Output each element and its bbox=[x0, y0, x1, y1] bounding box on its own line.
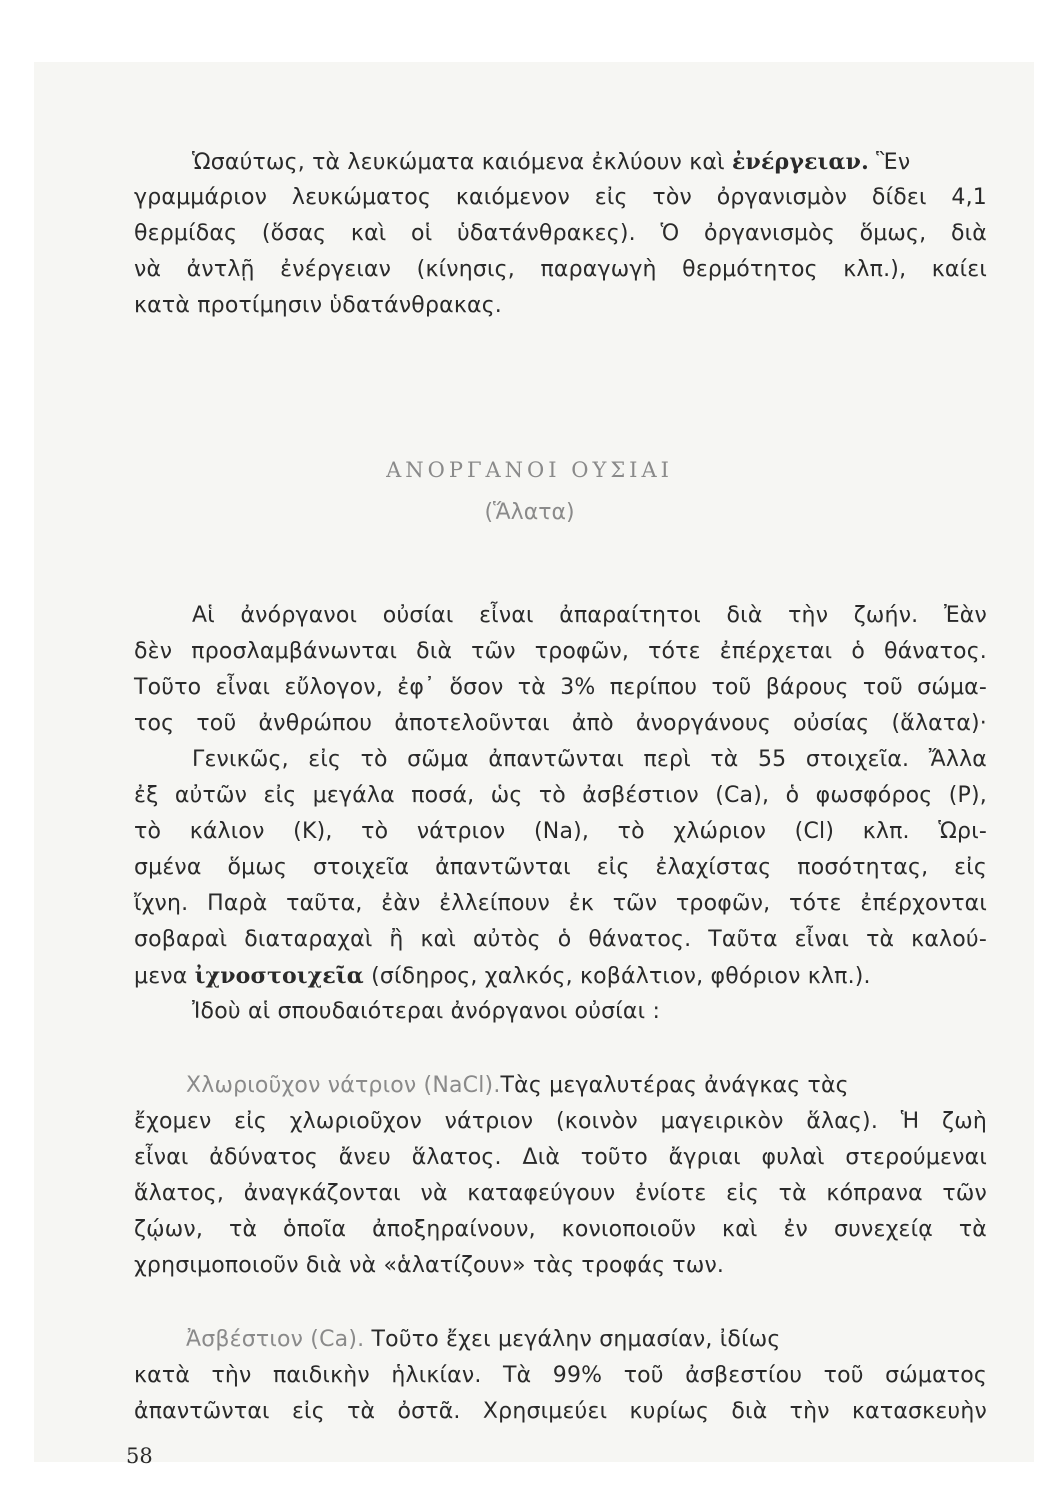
text-line: τος τοῦ ἀνθρώπου ἀποτελοῦνται ἀπὸ ἀνοργάνους οὐσίας (ἅλατα)· bbox=[134, 711, 987, 736]
text-line: ζῴων, τὰ ὁποῖα ἀποξηραίνουν, κονιοποιοῦν καὶ ἐν συνεχείᾳ τὰ bbox=[134, 1217, 987, 1242]
text-line: Χλωριοῦχον νάτριον (NaCl).Τὰς μεγαλυτέρας ἀνάγκας τὰς bbox=[186, 1073, 849, 1098]
text-line: δὲν προσλαμβάνωνται διὰ τῶν τροφῶν, τότε ἐπέρχεται ὁ θάνατος. bbox=[134, 639, 987, 664]
text-line: Ὡσαύτως, τὰ λευκώματα καιόμενα ἐκλύουν καὶ ἐνέργειαν. Ἓν bbox=[192, 149, 911, 175]
text-line: τὸ κάλιον (K), τὸ νάτριον (Na), τὸ χλώριον (Cl) κλπ. Ὡρι- bbox=[134, 819, 987, 844]
text-line: Αἱ ἀνόργανοι οὐσίαι εἶναι ἀπαραίτητοι διὰ τὴν ζωήν. Ἐὰν bbox=[192, 603, 987, 628]
text-line: ἐξ αὐτῶν εἰς μεγάλα ποσά, ὡς τὸ ἀσβέστιον (Ca), ὁ φωσφόρος (P), bbox=[134, 783, 987, 808]
text-line: Γενικῶς, εἰς τὸ σῶμα ἀπαντῶνται περὶ τὰ 55 στοιχεῖα. Ἄλλα bbox=[192, 747, 987, 772]
text-line: σμένα ὅμως στοιχεῖα ἀπαντῶνται εἰς ἐλαχίστας ποσότητας, εἰς bbox=[134, 855, 987, 880]
text-line: θερμίδας (ὅσας καὶ οἱ ὑδατάνθρακες). Ὁ ὀργανισμὸς ὅμως, διὰ bbox=[134, 221, 987, 246]
section-term: Ἀσβέστιον (Ca). bbox=[186, 1327, 365, 1352]
text-line: ἅλατος, ἀναγκάζονται νὰ καταφεύγουν ἐνίοτε εἰς τὰ κόπρανα τῶν bbox=[134, 1181, 987, 1206]
text-line: νὰ ἀντλῇ ἐνέργειαν (κίνησις, παραγωγὴ θερμότητος κλπ.), καίει bbox=[134, 257, 987, 282]
section-title: ΑΝΟΡΓΑΝΟΙ ΟΥΣΙΑΙ bbox=[386, 458, 673, 482]
section-subtitle: (Ἅλατα) bbox=[484, 500, 575, 525]
text-line: Ἀσβέστιον (Ca). Τοῦτο ἔχει μεγάλην σημασίαν, ἰδίως bbox=[186, 1327, 781, 1352]
text-line: εἶναι ἀδύνατος ἄνευ ἅλατος. Διὰ τοῦτο ἄγριαι φυλαὶ στερούμεναι bbox=[134, 1145, 987, 1170]
text-line: κατὰ προτίμησιν ὑδατάνθρακας. bbox=[134, 293, 503, 318]
text-line: σοβαραὶ διαταραχαὶ ἢ καὶ αὐτὸς ὁ θάνατος. Ταῦτα εἶναι τὰ καλού- bbox=[134, 927, 987, 952]
page-number: 58 bbox=[126, 1444, 153, 1468]
text-line: Τοῦτο εἶναι εὔλογον, ἐφ᾽ ὅσον τὰ 3% περίπου τοῦ βάρους τοῦ σώμα- bbox=[134, 675, 987, 700]
text-line: γραμμάριον λευκώματος καιόμενον εἰς τὸν ὀργανισμὸν δίδει 4,1 bbox=[134, 185, 987, 210]
text-line: μενα ἰχνοστοιχεῖα (σίδηρος, χαλκός, κοβάλτιον, φθόριον κλπ.). bbox=[134, 963, 871, 989]
text-line: χρησιμοποιοῦν διὰ νὰ «ἁλατίζουν» τὰς τροφάς των. bbox=[134, 1253, 725, 1278]
bold-term: ἰχνοστοιχεῖα bbox=[194, 963, 364, 989]
text-line: ἴχνη. Παρὰ ταῦτα, ἐὰν ἐλλείπουν ἐκ τῶν τροφῶν, τότε ἐπέρχονται bbox=[134, 891, 987, 916]
text-line: Ἰδοὺ αἱ σπουδαιότεραι ἀνόργανοι οὐσίαι : bbox=[192, 999, 661, 1024]
text-line: ἔχομεν εἰς χλωριοῦχον νάτριον (κοινὸν μαγειρικὸν ἅλας). Ἡ ζωὴ bbox=[134, 1109, 987, 1134]
text-line: κατὰ τὴν παιδικὴν ἡλικίαν. Τὰ 99% τοῦ ἀσβεστίου τοῦ σώματος bbox=[134, 1363, 987, 1388]
text-line: ἀπαντῶνται εἰς τὰ ὀστᾶ. Χρησιμεύει κυρίως διὰ τὴν κατασκευὴν bbox=[134, 1399, 987, 1424]
bold-term: ἐνέργειαν. bbox=[731, 149, 869, 175]
section-term: Χλωριοῦχον νάτριον (NaCl). bbox=[186, 1073, 501, 1098]
